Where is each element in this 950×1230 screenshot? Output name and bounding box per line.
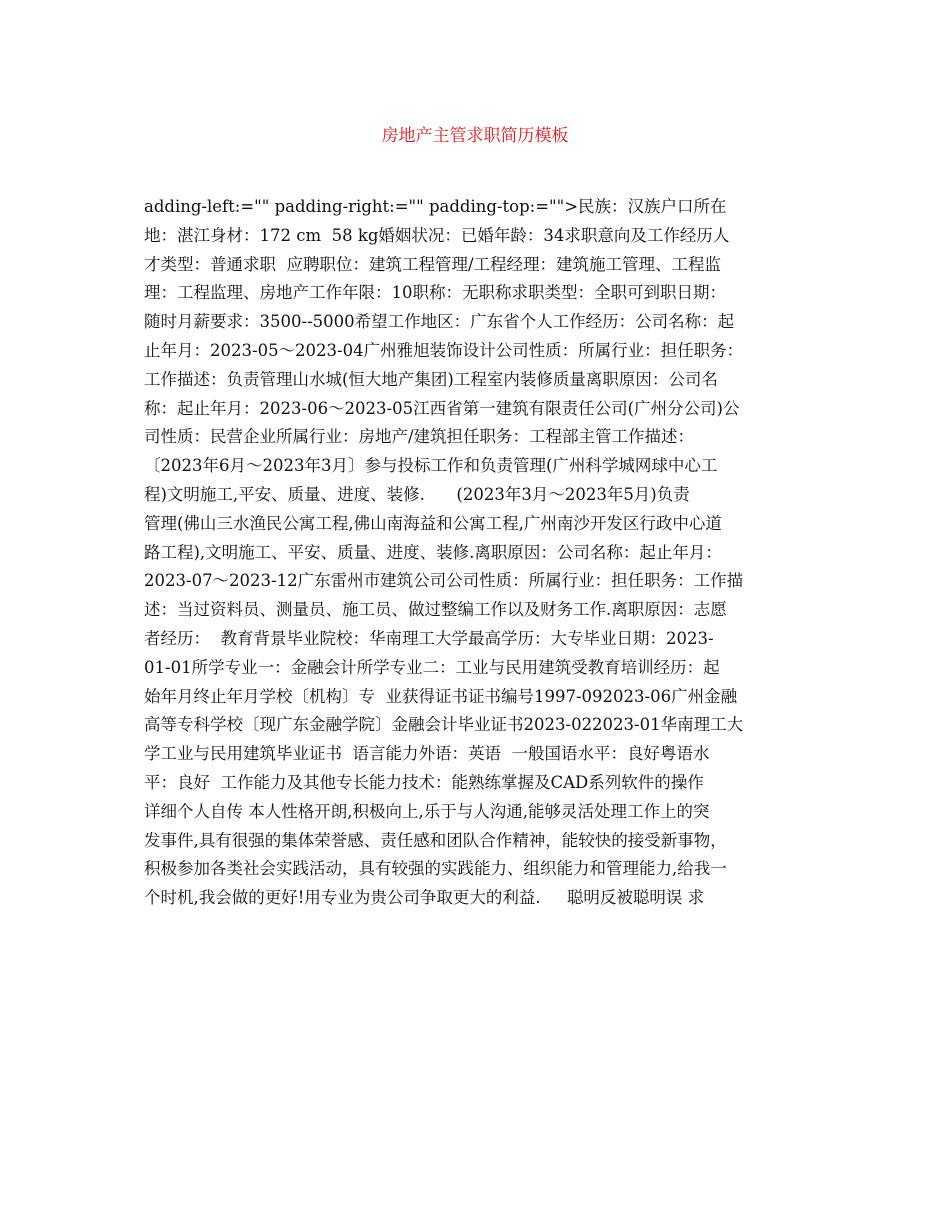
document-body	[144, 193, 810, 913]
body-line: 程)文明施工,平安、质量、进度、装修. (2023年3月～2023年5月)负责	[144, 484, 690, 504]
body-line: 平：良好 工作能力及其他专长能力技术：能熟练掌握及CAD系列软件的操作	[144, 772, 704, 792]
body-line: 学工业与民用建筑毕业证书 语言能力外语：英语 一般国语水平：良好粤语水	[144, 744, 710, 764]
body-line: 理：工程监理、房地产工作年限：10职称：无职称求职类型：全职可到职日期：	[144, 283, 726, 303]
body-line: 01-01所学专业一：金融会计所学专业二：工业与民用建筑受教育培训经历：起	[144, 657, 720, 677]
body-line: 管理(佛山三水渔民公寓工程,佛山南海益和公寓工程,广州南沙开发区行政中心道	[144, 513, 722, 533]
body-line: 〔2023年6月～2023年3月〕参与投标工作和负责管理(广州科学城网球中心工	[144, 456, 718, 476]
body-line: 详细个人自传 本人性格开朗,积极向上,乐于与人沟通,能够灵活处理工作上的突	[144, 801, 710, 821]
body-line: 路工程),文明施工、平安、质量、进度、装修.离职原因：公司名称：起止年月：	[144, 542, 722, 562]
body-line: 积极参加各类社会实践活动，具有较强的实践能力、组织能力和管理能力,给我一	[144, 859, 727, 879]
body-line: 个时机,我会做的更好!用专业为贵公司争取更大的利益. 聪明反被聪明误 求	[144, 888, 705, 908]
body-line: 司性质：民营企业所属行业：房地产/建筑担任职务：工程部主管工作描述：	[144, 427, 695, 447]
body-line: 地：湛江身材：172 cm 58 kg婚姻状况：已婚年龄：34求职意向及工作经历人	[144, 225, 730, 245]
body-line: 者经历： 教育背景毕业院校：华南理工大学最高学历：大专毕业日期：2023-	[144, 628, 714, 648]
body-line: 述：当过资料员、测量员、施工员、做过整编工作以及财务工作.离职原因：志愿	[144, 600, 727, 620]
body-line: 才类型：普通求职 应聘职位：建筑工程管理/工程经理：建筑施工管理、工程监	[144, 254, 722, 274]
body-line: 工作描述：负责管理山水城(恒大地产集团)工程室内装修质量离职原因：公司名	[144, 369, 718, 389]
body-line: 随时月薪要求：3500--5000希望工作地区：广东省个人工作经历：公司名称：起	[144, 312, 735, 332]
body-line: adding-left:="" padding-right:="" padding-top:="">民族：汉族户口所在	[144, 197, 727, 216]
body-line: 称：起止年月：2023-06～2023-05江西省第一建筑有限责任公司(广州分公司)公	[144, 398, 740, 418]
body-line: 始年月终止年月学校〔机构〕专 业获得证书证书编号1997-092023-06广州金融	[144, 686, 738, 706]
body-line: 高等专科学校〔现广东金融学院〕金融会计毕业证书2023-022023-01华南理工大	[144, 715, 744, 735]
body-line: 止年月：2023-05～2023-04广州雅旭装饰设计公司性质：所属行业：担任职务：	[144, 340, 744, 360]
body-line: 发事件,具有很强的集体荣誉感、责任感和团队合作精神，能较快的接受新事物，	[144, 830, 727, 850]
body-line: 2023-07～2023-12广东雷州市建筑公司公司性质：所属行业：担任职务：工作描	[144, 571, 744, 591]
document-title: 房地产主管求职简历模板	[381, 126, 569, 146]
